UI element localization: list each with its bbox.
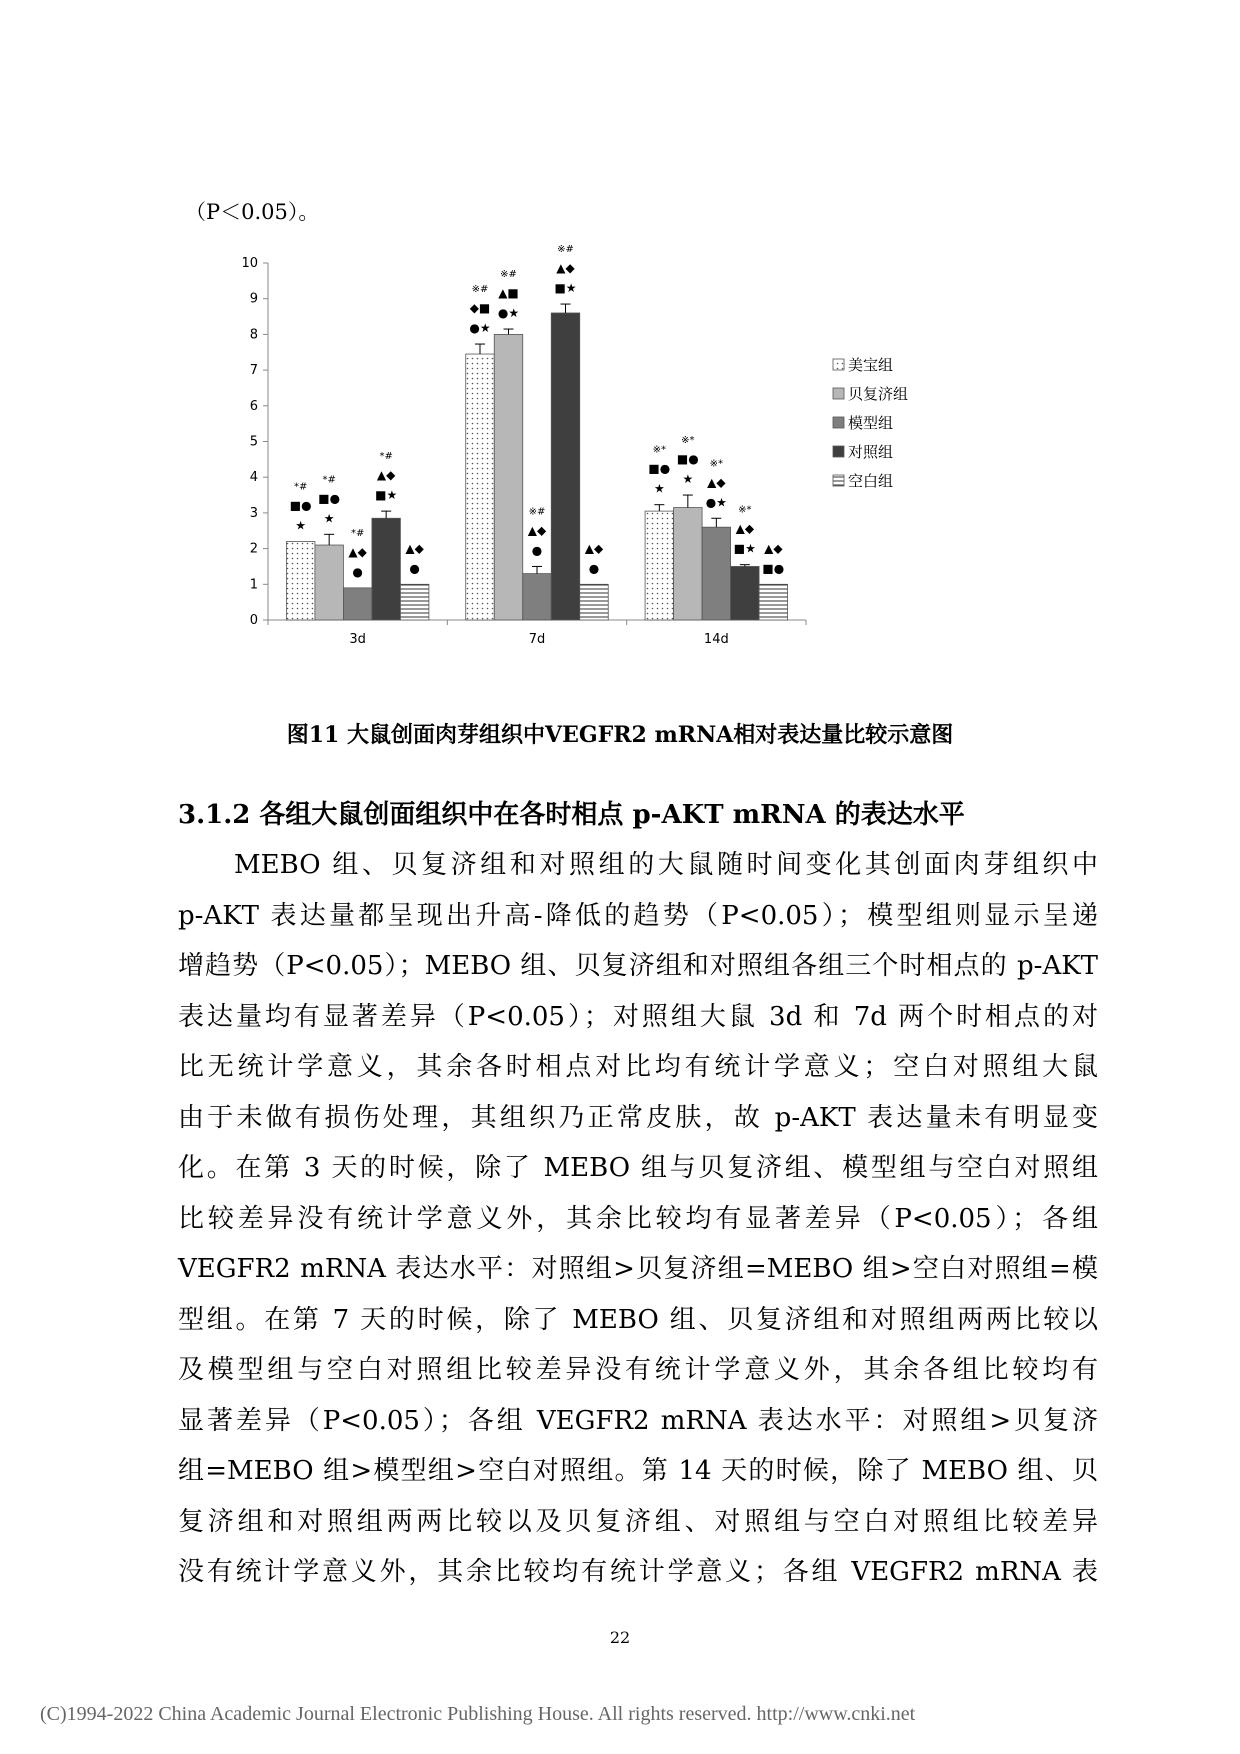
paragraph-line: p-AKT 表达量都呈现出升高-降低的趋势（P<0.05）；模型组则显示呈递	[178, 900, 1098, 931]
significance-marker: *#	[379, 451, 393, 463]
x-tick-label: 14d	[703, 632, 729, 647]
paragraph-line: 增趋势（P<0.05）；MEBO 组、贝复济组和对照组各组三个时相点的 p-AKT	[178, 951, 1098, 981]
significance-marker: *#	[322, 474, 336, 486]
legend-swatch	[833, 475, 844, 486]
legend-label: 空白组	[848, 472, 894, 490]
significance-marker: ▲◆	[735, 521, 755, 536]
significance-marker: ▲◆	[527, 523, 547, 538]
significance-marker: ●	[531, 543, 543, 558]
significance-marker: ■●	[648, 461, 671, 476]
significance-marker: ▲◆	[764, 541, 783, 556]
page-number: 22	[609, 1628, 631, 1647]
x-tick-label: 7d	[528, 632, 546, 647]
paragraph-line: 显著差异（P<0.05）；各组 VEGFR2 mRNA 表达水平：对照组>贝复济	[178, 1405, 1098, 1436]
bar	[372, 518, 401, 620]
significance-marker: ■●	[676, 452, 699, 467]
bar-chart	[180, 236, 1060, 686]
y-tick-label: 4	[249, 470, 258, 486]
significance-marker: ▲◆	[348, 544, 367, 559]
significance-marker: ※*	[738, 504, 752, 516]
paragraph-line: 组=MEBO 组>模型组>空白对照组。第 14 天的时候，除了 MEBO 组、贝	[178, 1456, 1098, 1486]
significance-marker: ★	[295, 518, 307, 533]
significance-marker: ※*	[681, 435, 695, 447]
significance-marker: ●	[409, 561, 420, 576]
paragraph-line: 比较差异没有统计学意义外，其余比较均有显著差异（P<0.05）；各组	[178, 1203, 1098, 1234]
y-tick-label: 8	[249, 327, 258, 343]
significance-marker: ●★	[705, 495, 727, 510]
paragraph-line: 型组。在第 7 天的时候，除了 MEBO 组、贝复济组和对照组两两比较以	[178, 1304, 1098, 1335]
significance-marker: ▲◆	[556, 261, 575, 276]
significance-marker: ●	[352, 564, 363, 579]
legend-label: 模型组	[848, 414, 894, 432]
significance-marker: ■★	[375, 488, 398, 503]
paragraph-line: 化。在第 3 天的时候，除了 MEBO 组与贝复济组、模型组与空白对照组	[178, 1153, 1098, 1183]
significance-marker: ■●	[762, 561, 785, 576]
significance-marker: ■★	[733, 541, 756, 556]
bar	[551, 313, 580, 620]
legend-swatch	[833, 388, 844, 399]
significance-marker: ※#	[528, 506, 546, 518]
significance-marker: *#	[350, 527, 365, 539]
paragraph-line: 比无统计学意义，其余各时相点对比均有统计学意义；空白对照组大鼠	[178, 1052, 1098, 1082]
figure-caption: 图11 大鼠创面肉芽组织中VEGFR2 mRNA相对表达量比较示意图	[286, 722, 954, 748]
copyright-footer: (C)1994-2022 China Academic Journal Electronic Publishing House. All rights reserved. http://www.cnki.net	[40, 1703, 916, 1725]
significance-marker: ※#	[500, 269, 517, 281]
paragraph-line: 复济组和对照组两两比较以及贝复济组、对照组与空白对照组比较差异	[178, 1506, 1098, 1537]
significance-marker: ★	[323, 511, 335, 526]
significance-marker: ▲◆	[376, 468, 396, 483]
significance-marker: ■●	[318, 491, 341, 506]
paragraph-line: 及模型组与空白对照组比较差异没有统计学意义外，其余各组比较均有	[178, 1355, 1098, 1385]
y-tick-label: 2	[249, 541, 258, 557]
bar	[759, 584, 788, 620]
significance-marker: ※*	[652, 444, 667, 456]
significance-marker: ◆■	[469, 301, 491, 316]
legend-swatch	[833, 417, 844, 428]
body-paragraph	[178, 840, 1098, 1598]
significance-marker: ▲◆	[405, 541, 424, 556]
bar	[400, 584, 429, 620]
significance-marker: ●	[588, 561, 600, 576]
y-tick-label: 7	[249, 363, 258, 379]
significance-marker: ▲◆	[584, 541, 604, 556]
paragraph-line: 没有统计学意义外，其余比较均有统计学意义；各组 VEGFR2 mRNA 表	[178, 1557, 1098, 1587]
legend-label: 对照组	[848, 443, 894, 461]
bar	[466, 354, 495, 620]
legend-swatch	[833, 446, 844, 457]
significance-marker: ※#	[471, 284, 489, 296]
significance-marker: ▲◆	[707, 475, 726, 490]
significance-marker: *#	[293, 481, 308, 493]
bar	[286, 541, 315, 620]
paragraph-line: 由于未做有损伤处理，其组织乃正常皮肤，故 p-AKT 表达量未有明显变	[178, 1102, 1098, 1133]
y-tick-label: 5	[249, 434, 258, 450]
significance-marker: ★	[653, 481, 665, 496]
y-tick-label: 10	[241, 256, 258, 271]
paragraph-line: VEGFR2 mRNA 表达水平：对照组>贝复济组=MEBO 组>空白对照组=模	[178, 1254, 1098, 1284]
x-tick-label: 3d	[349, 632, 366, 647]
significance-marker: ※#	[557, 244, 574, 256]
y-tick-label: 1	[249, 577, 258, 593]
paragraph-line: MEBO 组、贝复济组和对照组的大鼠随时间变化其创面肉芽组织中	[234, 850, 1098, 880]
bar	[315, 545, 344, 620]
significance-marker: ●★	[497, 306, 520, 321]
significance-marker: ■★	[554, 281, 577, 296]
significance-marker: ▲■	[498, 286, 519, 301]
bar	[731, 566, 760, 620]
significance-marker: ●★	[469, 321, 491, 336]
bar	[702, 527, 731, 620]
bar	[494, 334, 523, 620]
bar	[523, 574, 552, 620]
legend-swatch	[833, 359, 844, 370]
significance-marker: ※*	[709, 458, 724, 470]
section-heading: 3.1.2 各组大鼠创面组织中在各时相点 p-AKT mRNA 的表达水平	[178, 800, 965, 830]
y-tick-label: 0	[249, 613, 258, 628]
paragraph-line: 表达量均有显著差异（P<0.05）；对照组大鼠 3d 和 7d 两个时相点的对	[178, 1001, 1098, 1032]
y-tick-label: 9	[249, 291, 258, 307]
bar	[343, 588, 372, 620]
y-tick-label: 3	[249, 505, 258, 521]
bar	[674, 508, 703, 620]
legend-label: 美宝组	[848, 356, 894, 374]
significance-marker: ■●	[289, 498, 312, 513]
bar	[645, 511, 674, 620]
bar	[580, 584, 609, 620]
intro-text: （P＜0.05）。	[185, 200, 320, 224]
legend-label: 贝复济组	[848, 385, 909, 403]
significance-marker: ★	[682, 472, 694, 487]
y-tick-label: 6	[249, 398, 258, 414]
